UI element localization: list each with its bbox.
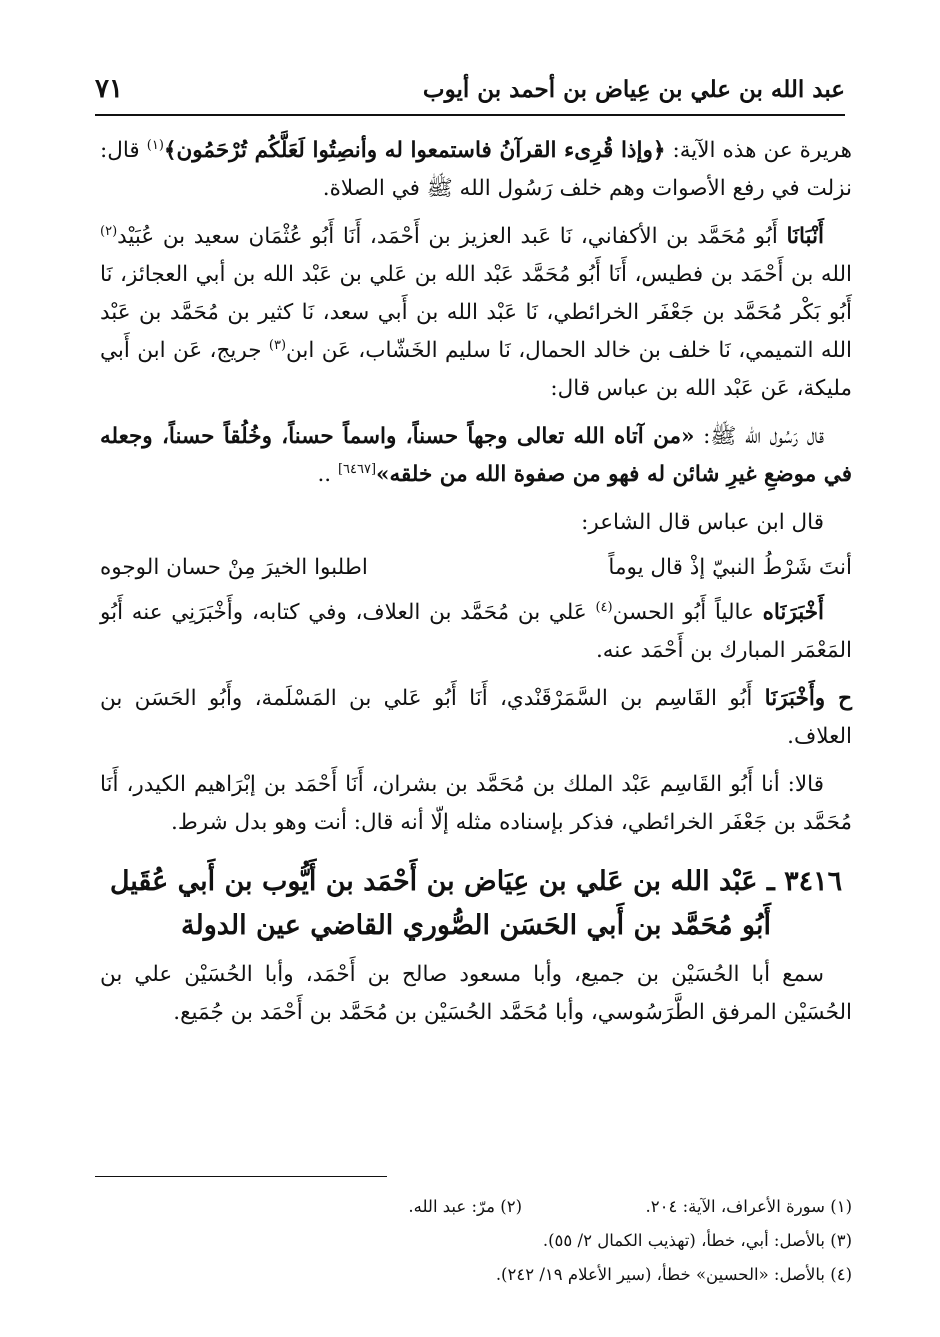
heading-line: ٣٤١٦ ـ عَبْد الله بن عَلي بن عِيَاض بن أَحْمَد بن أَيُّوب بن أَبي عُقَيل: [109, 866, 843, 897]
page-number: ٧١: [95, 74, 123, 104]
paragraph-text: ..: [317, 462, 332, 487]
paragraph: [100, 956, 852, 1032]
verse-first-hemistich: أنتَ شَرْطُ النبيّ إذْ قال يوماً: [608, 555, 852, 580]
transmission-term: أَنْبَانَا: [786, 224, 824, 249]
paragraph-text: قال ابن عباس قال الشاعر:: [581, 510, 824, 535]
paragraph: [100, 594, 852, 670]
paragraph-text: أَبُو مُحَمَّد بن الأكفاني، نَا عَبد العزيز بن أَحْمَد، أَنَا أَبُو عُثْمَان سعيد بن عُبَيْد: [117, 224, 778, 249]
paragraph-text: عَلي بن مُحَمَّد بن العلاف، وفي كتابه، وأَخْبَرَنِي عنه أَبُو المَعْمَر المبارك بن أَحْمَد عنه.: [100, 600, 852, 663]
footnote-marker: (١): [146, 137, 164, 153]
paragraph: [100, 504, 852, 542]
quran-verse: ﴿وإذا قُرِىء القرآنُ فاستمعوا له وأنصِتُوا لَعَلَّكُم تُرْحَمُون﴾: [163, 138, 666, 163]
paragraph: [100, 132, 852, 208]
paragraph: [100, 218, 852, 408]
heading-line: أَبُو مُحَمَّد بن أَبي الحَسَن الصُّوري القاضي عين الدولة: [181, 910, 771, 941]
paragraph-text: جريج، عَن ابن أَبي مليكة، عَن عَبْد الله بن عباس قال:: [100, 338, 852, 401]
footnote: (٢) مرّ: عبد الله.: [408, 1197, 522, 1216]
footnotes: [95, 1190, 852, 1292]
footnote-row: [95, 1190, 852, 1224]
hadith-text: «من آتاه الله تعالى وجهاً حسناً، واسماً حسناً، وخُلُقاً حسناً، وجعله في موضعِ غيرِ شائن له فهو من صفوة الله من خلقه»: [100, 424, 852, 487]
transmission-term: أَخْبَرَنَاه: [762, 600, 824, 625]
paragraph-text: الله بن أَحْمَد بن فطيس، أَنَا أَبُو مُحَمَّد عَبْد الله بن عَلي بن عَبْد الله بن أبي العجائز، نَا أَبُو بَكْر مُحَمَّد بن جَعْفَر الخرائطي، نَا عَبْد الله بن أَبي سعد، نَا كثير بن مُحَمَّد بن عَبْد الله التميمي، نَا خلف بن خالد الحمال، نَا سليم الخَشّاب، عَن ابن: [100, 262, 853, 363]
footnote-marker: (٤): [595, 599, 613, 615]
paragraph: [100, 418, 852, 494]
paragraph: [100, 680, 852, 756]
footnote-separator: [95, 1176, 387, 1177]
footnote: (٤) بالأصل: «الحسين» خطأ، (سير الأعلام ١٩/ ٢٤٢).: [495, 1265, 852, 1284]
paragraph-text: هريرة عن هذه الآية:: [672, 138, 852, 163]
running-title: عبد الله بن علي بن عِياض بن أحمد بن أيوب: [422, 76, 845, 103]
paragraph-text: قالا: أنا أَبُو القَاسِم عَبْد الملك بن مُحَمَّد بن بشران، أَنَا أَحْمَد بن إبْرَاهيم الكيدر، أَنَا مُحَمَّد بن جَعْفَر الخرائطي، فذكر بإسناده مثله إلّا أنه قال: أنت وهو بدل شرط.: [100, 772, 852, 835]
footnote-marker: (٢): [100, 223, 118, 239]
transmission-term: ح وأَخْبَرَنَا: [764, 686, 852, 711]
paragraph-text: قال رَسُول الله ﷺ:: [703, 424, 825, 449]
paragraph-text: سمع أبا الحُسَيْن بن جميع، وأبا مسعود صالح بن أَحْمَد، وأبا الحُسَيْن علي بن الحُسَيْن المرفق الطَّرَسُوسي، وأبا مُحَمَّد الحُسَيْن بن مُحَمَّد بن أَحْمَد بن جُمَيع.: [100, 962, 852, 1025]
paragraph-text: قال: نزلت في رفع الأصوات وهم خلف رَسُول الله ﷺ في الصلاة.: [100, 138, 852, 201]
poetry-verse: [100, 548, 852, 588]
hadith-number: [٦٤٦٧]: [337, 461, 377, 477]
footnote: (١) سورة الأعراف، الآية: ٢٠٤.: [645, 1197, 852, 1216]
biography-heading: [100, 860, 852, 948]
paragraph-text: أَبُو القَاسِم بن السَّمَرْقَنْدي، أَنَا أَبُو عَلي بن المَسْلَمة، وأَبُو الحَسَن بن العلاف.: [100, 686, 852, 749]
footnote-marker: (٣): [268, 337, 287, 353]
paragraph-text: عالياً أَبُو الحسن: [612, 600, 754, 625]
footnote: (٣) بالأصل: أبي، خطأ، (تهذيب الكمال ٢/ ٥٥).: [542, 1231, 852, 1250]
page-header: [95, 70, 845, 116]
paragraph: [100, 766, 852, 842]
verse-second-hemistich: اطلبوا الخيرَ مِنْ حسان الوجوه: [100, 555, 368, 580]
main-text: [100, 132, 852, 1042]
